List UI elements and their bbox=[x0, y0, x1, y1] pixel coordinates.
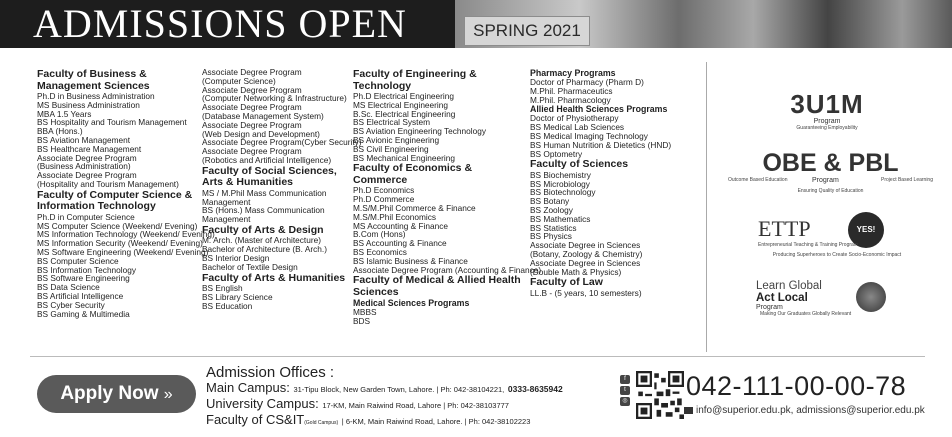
program-item: BS Library Science bbox=[202, 291, 273, 302]
obe-pbl-mark: OBE & PBL bbox=[762, 149, 899, 177]
program-item: BS Computer Science bbox=[37, 255, 119, 266]
university-campus-address: 17-KM, Main Raiwind Road, Lahore | Ph: 042-38103777 bbox=[322, 401, 509, 410]
program-item: BS Aviation Management bbox=[37, 134, 131, 145]
program-item: Ph.D Commerce bbox=[353, 194, 415, 205]
faculty-heading: Faculty of Sciences bbox=[530, 158, 629, 171]
program-item: Associate Degree Program bbox=[202, 84, 302, 95]
program-item: Associate Degree Program bbox=[202, 67, 302, 77]
faculty-heading: Faculty of Social Sciences, Arts & Humanities bbox=[202, 164, 337, 189]
column-divider bbox=[706, 62, 707, 352]
envelope-icon bbox=[684, 407, 693, 414]
faculty-heading: Medical Sciences Programs bbox=[353, 298, 470, 309]
program-item: BS Islamic Business & Finance bbox=[353, 255, 468, 266]
twitter-icon[interactable]: t bbox=[620, 386, 630, 395]
facebook-icon[interactable]: f bbox=[620, 375, 630, 384]
learn-global-line2: Act Local bbox=[756, 292, 808, 304]
program-item: Doctor of Physiotherapy bbox=[530, 113, 619, 124]
ufm-tagline: Guaranteeing Employability bbox=[796, 125, 858, 131]
faculty-heading: Faculty of Business & Management Sciences bbox=[37, 68, 150, 92]
program-item: (Robotics and Artificial Intelligence) bbox=[202, 154, 332, 165]
social-icons bbox=[620, 375, 634, 417]
program-item: BS Mathematics bbox=[530, 213, 591, 224]
program-item: BS Information Technology bbox=[37, 264, 137, 275]
faculty-heading: Faculty of Medical & Allied Health Sciences bbox=[353, 274, 521, 298]
university-campus-label: University Campus: bbox=[206, 396, 319, 411]
programs-column-3 bbox=[353, 68, 542, 327]
program-item: MS Software Engineering (Weekend/ Evening) bbox=[37, 246, 209, 257]
obe-pbl-logo bbox=[728, 150, 933, 194]
program-item: BS Healthcare Management bbox=[37, 143, 142, 154]
program-item: BS Biochemistry bbox=[530, 169, 591, 180]
faculty-heading: Faculty of Computer Science & Information Technology bbox=[37, 188, 193, 213]
program-item: BS Interior Design bbox=[202, 253, 270, 264]
program-item: Ph.D Electrical Engineering bbox=[353, 91, 454, 101]
ufm-logo bbox=[752, 90, 902, 131]
ettp-mark: ETTP bbox=[758, 216, 811, 241]
program-item: BS Accounting & Finance bbox=[353, 238, 447, 249]
yes-badge-icon: YES! bbox=[848, 212, 884, 248]
qr-code-icon[interactable] bbox=[636, 371, 684, 419]
main-campus-mobile: 0333-8635942 bbox=[507, 384, 563, 394]
program-item: Ph.D in Business Administration bbox=[37, 91, 155, 101]
csit-campus-address: | 6-KM, Main Raiwind Road, Lahore. | Ph: 042-38102223 bbox=[341, 417, 531, 426]
program-item: Associate Degree in Sciences bbox=[530, 240, 641, 251]
semester-badge: SPRING 2021 bbox=[464, 16, 590, 46]
program-item: BS English bbox=[202, 283, 243, 294]
header-banner bbox=[0, 0, 952, 48]
program-item: (Botany, Zoology & Chemistry) bbox=[530, 249, 643, 260]
programs-column-1 bbox=[37, 68, 215, 319]
program-item: Bachelor of Textile Design bbox=[202, 261, 298, 272]
program-item: Associate Degree Program(Cyber Security) bbox=[202, 137, 362, 148]
program-item: Management bbox=[202, 214, 251, 225]
ettp-logo bbox=[742, 212, 932, 258]
program-item: (Computer Networking & Infrastructure) bbox=[202, 93, 347, 104]
csit-campus-label: Faculty of CS&IT bbox=[206, 412, 305, 427]
program-item: BS Electrical System bbox=[353, 117, 430, 128]
program-item: BS Civil Engineering bbox=[353, 143, 429, 154]
program-item: BS Physics bbox=[530, 231, 572, 242]
program-item: Bachelor of Architecture (B. Arch.) bbox=[202, 244, 327, 255]
programs-column-4 bbox=[530, 68, 700, 298]
program-item: BS Aviation Engineering Technology bbox=[353, 126, 487, 137]
program-item: M.S/M.Phil Commerce & Finance bbox=[353, 202, 476, 213]
program-item: BS Gaming & Multimedia bbox=[37, 308, 130, 319]
program-item: Associate Degree Program bbox=[202, 119, 302, 130]
program-item: MS / M.Phil Mass Communication bbox=[202, 187, 327, 198]
ettp-subtitle: Entrepreneurial Teaching & Training Program bbox=[758, 242, 858, 248]
faculty-heading: Faculty of Law bbox=[530, 276, 603, 289]
learn-global-word: Program bbox=[756, 304, 783, 311]
obe-pbl-tagline: Ensuring Quality of Education bbox=[797, 188, 864, 194]
program-item: Ph.D in Computer Science bbox=[37, 211, 135, 222]
program-item: BS Economics bbox=[353, 246, 407, 257]
program-item: BS Botany bbox=[530, 196, 570, 207]
program-item: M.Phil. Pharmaceutics bbox=[530, 85, 613, 96]
faculty-heading: Faculty of Arts & Design bbox=[202, 223, 324, 236]
obe-left-label: Outcome Based Education bbox=[728, 177, 788, 183]
main-campus-label: Main Campus: bbox=[206, 380, 290, 395]
program-item: BS Hospitality and Tourism Management bbox=[37, 117, 187, 128]
program-item: BS Zoology bbox=[530, 205, 573, 216]
program-item: (Hospitality and Tourism Management) bbox=[37, 178, 179, 189]
program-item: BS Microbiology bbox=[530, 178, 590, 189]
apply-now-label: Apply Now bbox=[60, 383, 159, 404]
double-chevron-icon: » bbox=[163, 386, 173, 403]
instagram-icon[interactable]: ◎ bbox=[620, 397, 630, 406]
footer-divider bbox=[30, 356, 925, 357]
main-campus-address: 31-Tipu Block, New Garden Town, Lahore. | Ph: 042-38104221, bbox=[293, 385, 505, 394]
program-item: Doctor of Pharmacy (Pharm D) bbox=[530, 77, 644, 87]
program-item: B.Sc. Electrical Engineering bbox=[353, 108, 456, 119]
program-item: BS Avionic Engineering bbox=[353, 134, 440, 145]
program-item: MS Business Administration bbox=[37, 99, 140, 110]
program-item: Management bbox=[202, 196, 251, 207]
program-item: (Computer Science) bbox=[202, 75, 276, 86]
program-item: M. Arch. (Master of Architecture) bbox=[202, 235, 321, 246]
learn-global-line1: Learn Global bbox=[756, 280, 822, 292]
program-item: MS Accounting & Finance bbox=[353, 220, 449, 231]
program-item: BS Education bbox=[202, 300, 253, 311]
ufm-mark: 3U1M bbox=[790, 89, 864, 119]
program-item: BS Optometry bbox=[530, 148, 583, 159]
program-item: BS Data Science bbox=[37, 282, 100, 293]
globe-icon bbox=[856, 282, 886, 312]
program-item: BS Cyber Security bbox=[37, 299, 105, 310]
program-item: B.Com (Hons) bbox=[353, 229, 406, 240]
program-item: M.S/M.Phil Economics bbox=[353, 211, 436, 222]
program-item: MBBS bbox=[353, 307, 377, 318]
contact-emails[interactable] bbox=[684, 405, 925, 417]
program-item: BS Software Engineering bbox=[37, 273, 130, 284]
program-item: MS Electrical Engineering bbox=[353, 99, 448, 110]
programs-column-2 bbox=[202, 67, 362, 311]
banner-title: ADMISSIONS OPEN bbox=[33, 1, 407, 46]
program-item: BS (Hons.) Mass Communication bbox=[202, 205, 325, 216]
offices-heading: Admission Offices : bbox=[206, 364, 335, 381]
admission-offices bbox=[206, 365, 563, 430]
program-item: Associate Degree Program bbox=[37, 152, 137, 163]
obe-pbl-word: Program bbox=[812, 177, 839, 184]
program-item: BS Human Nutrition & Dietetics (HND) bbox=[530, 139, 672, 150]
program-item: (Business Administration) bbox=[37, 161, 131, 172]
csit-campus-note: (Gold Campus) bbox=[304, 420, 339, 426]
program-item: Associate Degree Program bbox=[202, 102, 302, 113]
program-item: BS Statistics bbox=[530, 222, 577, 233]
program-item: BDS bbox=[353, 316, 371, 327]
program-item: BS Mechanical Engineering bbox=[353, 152, 455, 163]
program-item: BS Medical Imaging Technology bbox=[530, 130, 648, 141]
faculty-heading: Allied Health Sciences Programs bbox=[530, 104, 668, 115]
program-logos bbox=[712, 62, 948, 352]
program-item: (Web Design and Development) bbox=[202, 128, 320, 139]
program-item: MBA 1.5 Years bbox=[37, 108, 92, 119]
program-item: Associate Degree Program bbox=[202, 146, 302, 157]
program-item: Associate Degree Program bbox=[37, 170, 137, 181]
faculty-heading: Faculty of Arts & Humanities bbox=[202, 271, 346, 284]
program-item: M.Phil. Pharmacology bbox=[530, 94, 611, 105]
program-item: Associate Degree in Sciences bbox=[530, 257, 641, 268]
faculty-heading: Faculty of Engineering & Technology bbox=[353, 68, 477, 92]
program-item: BS Artificial Intelligence bbox=[37, 290, 124, 301]
program-item: (Double Math & Physics) bbox=[530, 266, 622, 277]
ufm-word: Program bbox=[813, 118, 841, 125]
program-item: BBA (Hons.) bbox=[37, 126, 83, 137]
apply-now-button[interactable] bbox=[37, 375, 196, 413]
program-item: (Database Management System) bbox=[202, 110, 324, 121]
learn-global-logo bbox=[756, 280, 936, 317]
faculty-heading: Faculty of Economics & Commerce bbox=[353, 162, 473, 186]
program-item: Associate Degree Program (Accounting & Finance) bbox=[353, 264, 542, 275]
email-addresses: info@superior.edu.pk, admissions@superior.edu.pk bbox=[696, 405, 925, 416]
ettp-tagline: Producing Superheroes to Create Socio-Economic Impact bbox=[772, 252, 902, 258]
program-item: BS Medical Lab Sciences bbox=[530, 122, 625, 133]
faculty-heading: Pharmacy Programs bbox=[530, 68, 616, 78]
program-item: LL.B - (5 years, 10 semesters) bbox=[530, 287, 642, 298]
program-item: MS Information Security (Weekend/ Evening) bbox=[37, 238, 203, 249]
program-item: MS Information Technology (Weekend/ Evening) bbox=[37, 229, 215, 240]
helpline-number[interactable]: 042-111-00-00-78 bbox=[686, 371, 907, 401]
program-item: BS Biotechnology bbox=[530, 187, 596, 198]
program-item: Ph.D Economics bbox=[353, 185, 415, 196]
obe-right-label: Project Based Learning bbox=[881, 177, 933, 183]
learn-global-tagline: Making Our Graduates Globally Relevant bbox=[760, 311, 852, 317]
program-item: MS Computer Science (Weekend/ Evening) bbox=[37, 220, 198, 231]
